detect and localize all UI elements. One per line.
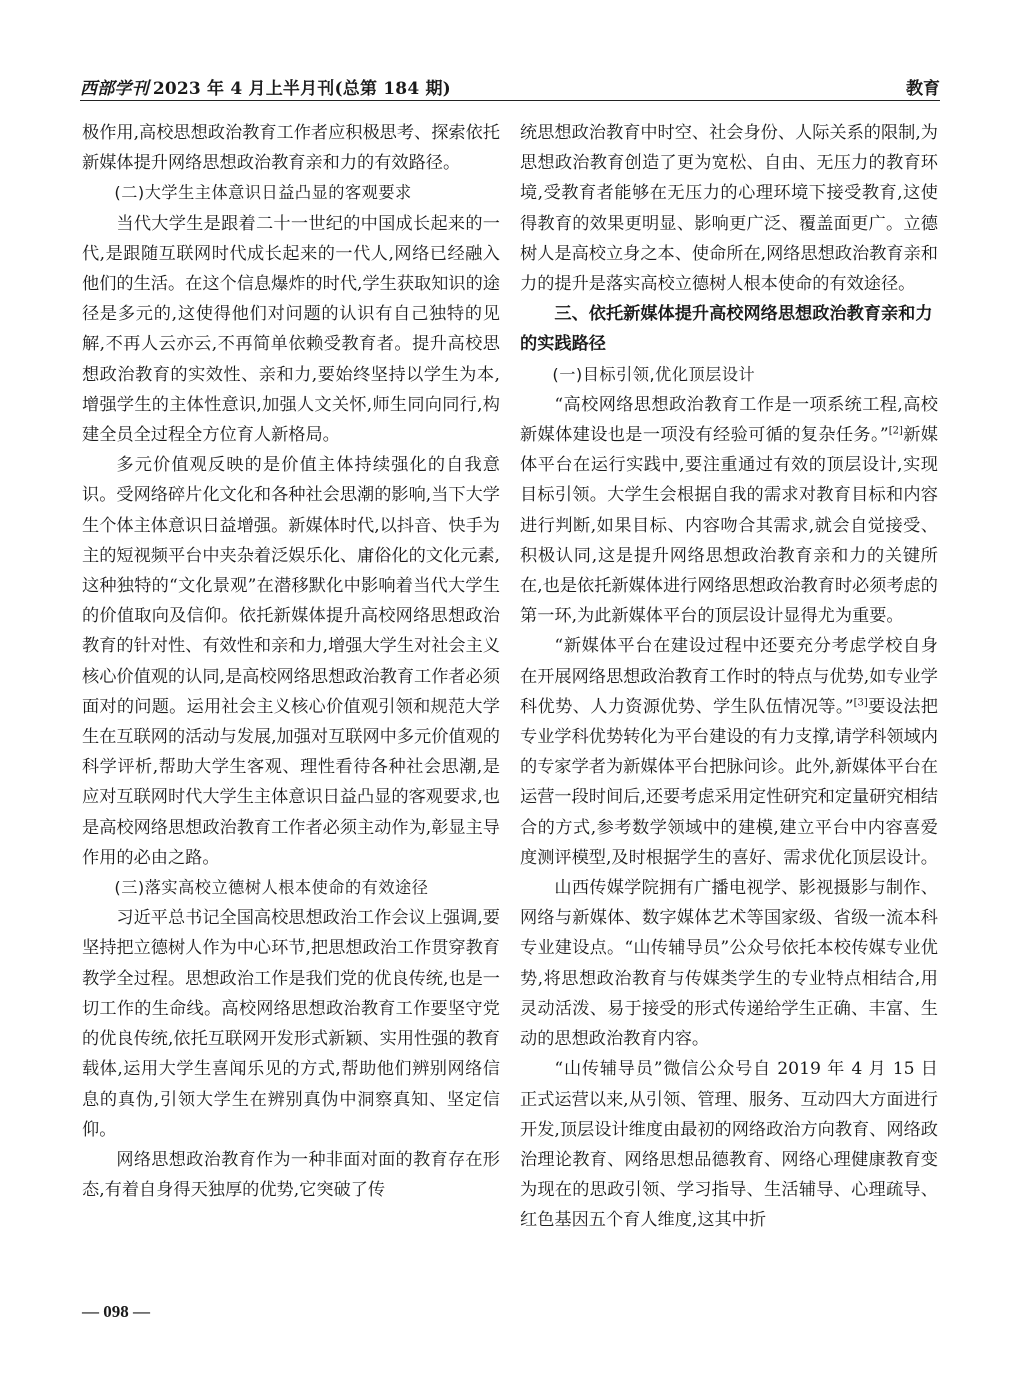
paragraph: 多元价值观反映的是价值主体持续强化的自我意识。受网络碎片化文化和各种社会思潮的影响,当下大学生个体主体意识日益增强。新媒体时代,以抖音、快手为主的短视频平台中夹杂着泛娱乐化、庸俗化的文化元素,这种独特的“文化景观”在潜移默化中影响着当代大学生的价值取向及信仰。依托新媒体提升高校网络思想政治教育的针对性、有效性和亲和力,增强大学生对社会主义核心价值观的认同,是高校网络思想政治教育工作者必须面对的问题。运用社会主义核心价值观引领和规范大学生在互联网的活动与发展,加强对互联网中多元价值观的科学评析,帮助大学生客观、理性看待各种社会思潮,是应对互联网时代大学生主体意识日益凸显的客观要求,也是高校网络思想政治教育工作者必须主动作为,彰显主导作用的必由之路。 <box>82 455 500 868</box>
paragraph: 习近平总书记全国高校思想政治工作会议上强调,要坚持把立德树人作为中心环节,把思想政治工作贯穿教育教学全过程。思想政治工作是我们党的优良传统,也是一切工作的生命线。高校网络思想政治教育工作要坚守党的优良传统,依托互联网开发形式新颖、实用性强的教育载体,运用大学生喜闻乐见的方式,帮助他们辨别网络信息的真伪,引领大学生在辨别真伪中洞察真知、坚定信仰。 <box>82 908 500 1140</box>
subheading: (一)目标引领,优化顶层设计 <box>552 364 756 384</box>
paragraph: “山传辅导员”微信公众号自 2019 年 4 月 15 日正式运营以来,从引领、管理、服务、互动四大方面进行开发,顶层设计维度由最初的网络政治方向教育、网络政治理论教育、网络思想品德教育、网络心理健康教育变为现在的思政引领、学习指导、生活辅导、心理疏导、红色基因五个育人维度,这其中折 <box>520 1059 938 1231</box>
subheading: (三)落实高校立德树人根本使命的有效途径 <box>114 878 429 898</box>
page-number: — 098 — <box>82 1302 150 1321</box>
paragraph <box>520 390 938 632</box>
journal-logo: 西部学刊 <box>80 79 149 99</box>
paragraph: 山西传媒学院拥有广播电视学、影视摄影与制作、网络与新媒体、数字媒体艺术等国家级、省级一流本科专业建设点。“山传辅导员”公众号依托本校传媒专业优势,将思想政治教育与传媒类学生的专业特点相结合,用灵动活泼、易于接受的形式传递给学生正确、丰富、生动的思想政治教育内容。 <box>520 878 938 1050</box>
section-heading: 三、依托新媒体提升高校网络思想政治教育亲和力的实践路径 <box>520 304 933 355</box>
section-label: 教育 <box>906 79 940 99</box>
citation: [3] <box>853 697 868 709</box>
paragraph: 统思想政治教育中时空、社会身份、人际关系的限制,为思想政治教育创造了更为宽松、自由、无压力的教育环境,受教育者能够在无压力的心理环境下接受教育,这使得教育的效果更明显、影响更广泛、覆盖面更广。立德树人是高校立身之本、使命所在,网络思想政治教育亲和力的提升是落实高校立德树人根本使命的有效途径。 <box>520 123 938 295</box>
paragraph: 极作用,高校思想政治教育工作者应积极思考、探索依托新媒体提升网络思想政治教育亲和力的有效路径。 <box>82 123 500 174</box>
header-rule <box>80 100 940 101</box>
paragraph-text: 新媒体平台在运行实践中,要注重通过有效的顶层设计,实现目标引领。大学生会根据自我的需求对教育目标和内容进行判断,如果目标、内容吻合其需求,就会自觉接受、积极认同,这是提升网络思想政治教育亲和力的关键所在,也是依托新媒体进行网络思想政治教育时必须考虑的第一环,为此新媒体平台的顶层设计显得尤为重要。 <box>520 425 938 627</box>
paragraph: 当代大学生是跟着二十一世纪的中国成长起来的一代,是跟随互联网时代成长起来的一代人,网络已经融入他们的生活。在这个信息爆炸的时代,学生获取知识的途径是多元的,这使得他们对问题的认识有自己独特的见解,不再人云亦云,不再简单依赖受教育者。提升高校思想政治教育的实效性、亲和力,要始终坚持以学生为本,增强学生的主体性意识,加强人文关怀,师生同向同行,构建全员全过程全方位育人新格局。 <box>82 213 500 446</box>
right-column <box>520 118 938 1236</box>
citation: [2] <box>888 425 903 437</box>
quote-text: “新媒体平台在建设过程中还要充分考虑学校自身在开展网络思想政治教育工作时的特点与优势,如专业学科优势、人力资源优势、学生队伍情况等。” <box>520 636 938 717</box>
journal-issue: 2023 年 4 月上半月刊(总第 184 期) <box>152 79 451 99</box>
paragraph: 网络思想政治教育作为一种非面对面的教育存在形态,有着自身得天独厚的优势,它突破了传 <box>82 1149 500 1201</box>
subheading: (二)大学生主体意识日益凸显的客观要求 <box>114 183 412 203</box>
paragraph <box>520 631 938 873</box>
paragraph-text: 要设法把专业学科优势转化为平台建设的有力支撑,请学科领域内的专家学者为新媒体平台把脉问诊。此外,新媒体平台在运营一段时间后,还要考虑采用定性研究和定量研究相结合的方式,参考数学领域中的建模,建立平台中内容喜爱度测评模型,及时根据学生的喜好、需求优化顶层设计。 <box>520 696 938 868</box>
journal-title <box>80 74 451 99</box>
left-column <box>82 118 500 1205</box>
quote-text: “高校网络思想政治教育工作是一项系统工程,高校新媒体建设也是一项没有经验可循的复杂任务。” <box>520 394 938 446</box>
page-header <box>80 70 940 104</box>
